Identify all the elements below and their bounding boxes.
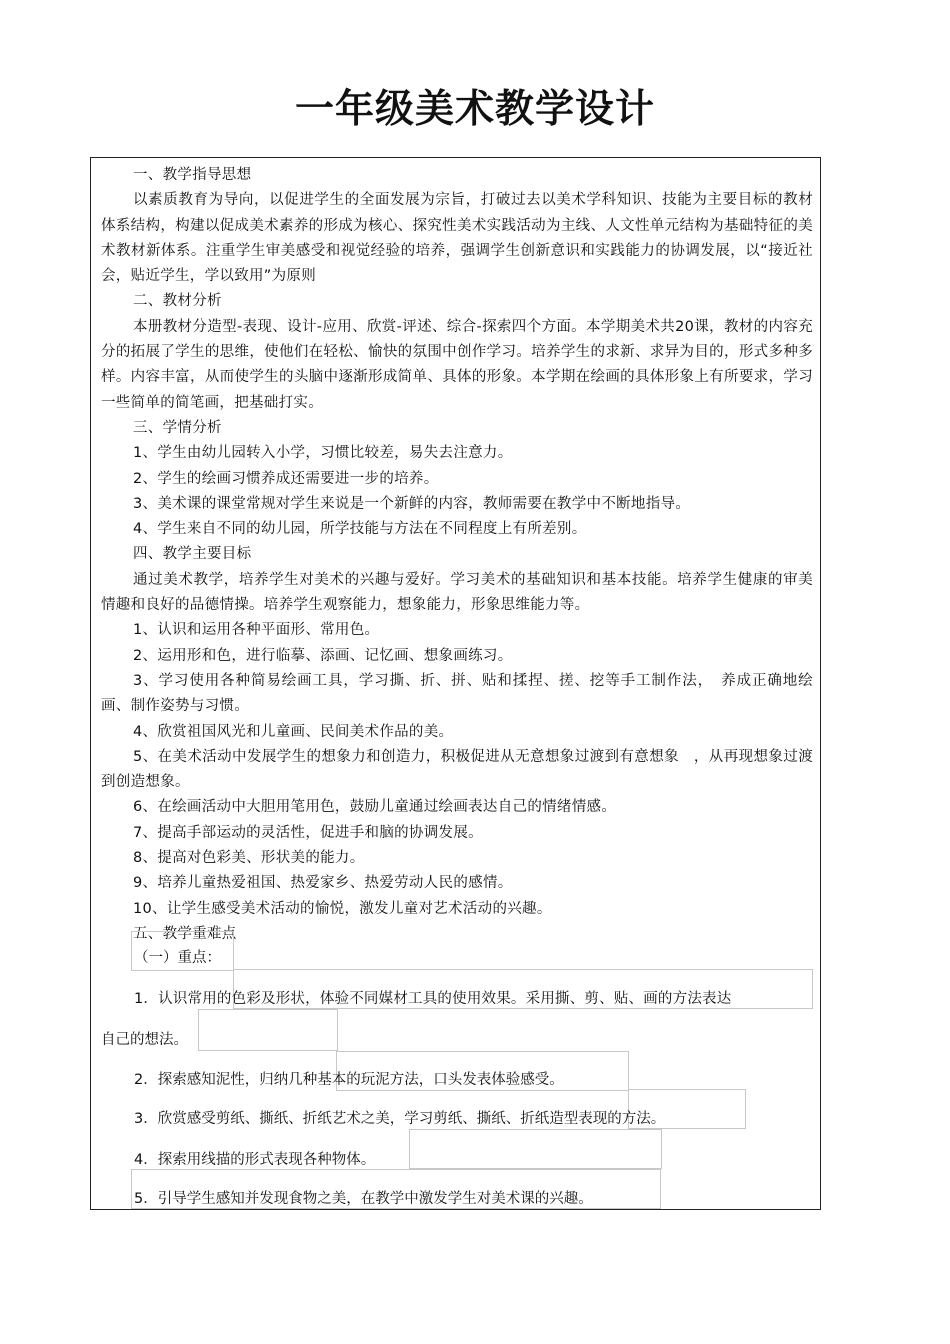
list-item: 4、学生来自不同的幼儿园，所学技能与方法在不同程度上有所差别。 bbox=[133, 521, 587, 538]
list-item: 10、让学生感受美术活动的愉悦，激发儿童对艺术活动的兴趣。 bbox=[133, 900, 552, 917]
key-point: 1．认识常用的色彩及形状，体验不同媒材工具的使用效果。采用撕、剪、贴、画的方法表达 bbox=[134, 991, 732, 1007]
document-body bbox=[101, 163, 813, 947]
list-item: 3、美术课的课堂常规对学生来说是一个新鲜的内容，教师需要在教学中不断地指导。 bbox=[133, 495, 691, 512]
section-heading: 五、教学重难点 bbox=[133, 925, 237, 942]
section-heading: 四、教学主要目标 bbox=[133, 546, 252, 563]
list-item: 1、认识和运用各种平面形、常用色。 bbox=[133, 622, 380, 639]
list-item: 3、学习使用各种简易绘画工具，学习撕、折、拼、贴和揉捏、搓、挖等手工制作法， 养成正确地绘画、制作姿势与习惯。 bbox=[101, 672, 813, 715]
list-item: 4、欣赏祖国风光和儿童画、民间美术作品的美。 bbox=[133, 723, 454, 740]
key-point: 2．探索感知泥性，归纳几种基本的玩泥方法，口头发表体验感受。 bbox=[134, 1072, 564, 1088]
section-paragraph: 本册教材分造型-表现、设计-应用、欣赏-评述、综合-探索四个方面。本学期美术共20课，教材的内容充分的拓展了学生的思维，使他们在轻松、愉快的氛围中创作学习。培养学生的求新、求异为目的，形式多种多样。内容丰富，从而使学生的头脑中逐渐形成简单、具体的形象。本学期在绘画的具体形象上有所要求，学习一些简单的简笔画，把基础打实。 bbox=[101, 318, 813, 411]
key-point: 自己的想法。 bbox=[101, 1032, 188, 1048]
section-paragraph: 通过美术教学，培养学生对美术的兴趣与爱好。学习美术的基础知识和基本技能。培养学生健康的审美情趣和良好的品德情操。培养学生观察能力，想象能力，形象思维能力等。 bbox=[101, 571, 813, 614]
key-point: 5．引导学生感知并发现食物之美，在教学中激发学生对美术课的兴趣。 bbox=[134, 1191, 593, 1207]
list-item: 2、学生的绘画习惯养成还需要进一步的培养。 bbox=[133, 470, 439, 487]
section-paragraph: 以素质教育为导向，以促进学生的全面发展为宗旨，打破过去以美术学科知识、技能为主要目标的教材体系结构，构建以促成美术素养的形成为核心、探究性美术实践活动为主线、人文性单元结构为基础特征的美术教材新体系。注重学生审美感受和视觉经验的培养，强调学生创新意识和实践能力的协调发展，以“接近社会，贴近学生，学以致用”为原则 bbox=[101, 192, 813, 285]
list-item: 8、提高对色彩美、形状美的能力。 bbox=[133, 850, 365, 867]
section-heading: 二、教材分析 bbox=[133, 293, 222, 310]
section-heading: 三、学情分析 bbox=[133, 419, 222, 436]
list-item: 6、在绘画活动中大胆用笔用色，鼓励儿童通过绘画表达自己的情绪情感。 bbox=[133, 799, 617, 816]
list-item: 7、提高手部运动的灵活性，促进手和脑的协调发展。 bbox=[133, 824, 483, 841]
key-point: 3．欣赏感受剪纸、撕纸、折纸艺术之美，学习剪纸、撕纸、折纸造型表现的方法。 bbox=[134, 1111, 666, 1127]
subheading: （一）重点： bbox=[134, 950, 221, 966]
text-frame bbox=[198, 1009, 338, 1051]
list-item: 2、运用形和色，进行临摹、添画、记忆画、想象画练习。 bbox=[133, 647, 513, 664]
list-item: 5、在美术活动中发展学生的想象力和创造力，积极促进从无意想象过渡到有意想象 ，从再现想象过渡到创造想象。 bbox=[101, 748, 813, 791]
document-title: 一年级美术教学设计 bbox=[294, 87, 655, 132]
section-heading: 一、教学指导思想 bbox=[133, 167, 252, 183]
text-frame bbox=[409, 1129, 662, 1169]
list-item: 1、学生由幼儿园转入小学，习惯比较差，易失去注意力。 bbox=[133, 445, 513, 462]
list-item: 9、培养儿童热爱祖国、热爱家乡、热爱劳动人民的感情。 bbox=[133, 875, 513, 892]
key-point: 4．探索用线描的形式表现各种物体。 bbox=[134, 1152, 376, 1168]
